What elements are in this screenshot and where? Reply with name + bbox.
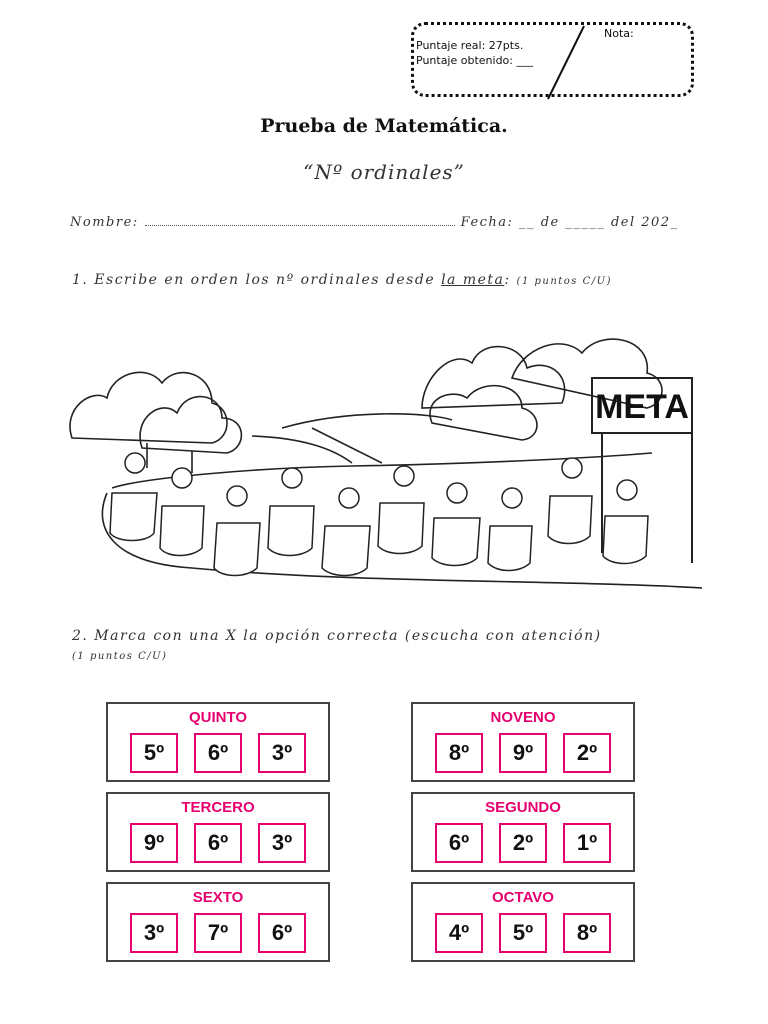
racers-group xyxy=(110,453,648,576)
racer-9 xyxy=(548,458,592,544)
option-box[interactable]: 3º xyxy=(130,913,178,953)
ordinal-card-sexto xyxy=(106,882,330,962)
score-box xyxy=(411,22,694,97)
student-info-row xyxy=(70,215,700,230)
option-box[interactable]: 6º xyxy=(194,733,242,773)
sack-race-illustration xyxy=(52,318,716,598)
option-box[interactable]: 5º xyxy=(130,733,178,773)
option-box[interactable]: 3º xyxy=(258,733,306,773)
grade-divider-line xyxy=(414,25,697,100)
option-box[interactable]: 5º xyxy=(499,913,547,953)
tree-left-1 xyxy=(70,372,227,443)
ordinal-card-noveno xyxy=(411,702,635,782)
racer-5 xyxy=(322,488,370,576)
ordinal-word: SEXTO xyxy=(192,889,244,906)
option-box[interactable]: 6º xyxy=(258,913,306,953)
meta-sign-text: META xyxy=(595,388,689,426)
option-box[interactable]: 8º xyxy=(563,913,611,953)
option-box[interactable]: 9º xyxy=(130,823,178,863)
option-box[interactable]: 3º xyxy=(258,823,306,863)
option-box[interactable]: 4º xyxy=(435,913,483,953)
name-label: Nombre: xyxy=(70,215,139,230)
name-blank[interactable] xyxy=(145,225,455,226)
option-box[interactable]: 1º xyxy=(563,823,611,863)
option-box[interactable]: 2º xyxy=(499,823,547,863)
option-box[interactable]: 7º xyxy=(194,913,242,953)
page-title: Prueba de Matemática. xyxy=(260,115,508,137)
question-2-points: (1 puntos C/U) xyxy=(72,651,168,662)
ordinal-card-quinto xyxy=(106,702,330,782)
question-1-points: (1 puntos C/U) xyxy=(516,276,612,287)
question-2-text: 2. Marca con una X la opción correcta (escucha con atención) xyxy=(72,628,602,644)
question-1-underlined: la meta xyxy=(441,272,505,288)
racer-10 xyxy=(603,480,648,564)
ordinal-word: QUINTO xyxy=(188,709,248,726)
option-box[interactable]: 2º xyxy=(563,733,611,773)
question-1 xyxy=(72,272,612,288)
racer-1 xyxy=(110,453,157,541)
grade-label: Nota: xyxy=(604,27,634,40)
racer-3 xyxy=(214,486,260,576)
total-points: Puntaje real: 27pts. xyxy=(416,39,524,52)
ordinal-card-octavo xyxy=(411,882,635,962)
option-box[interactable]: 8º xyxy=(435,733,483,773)
racer-7 xyxy=(432,483,480,566)
tree-back-1 xyxy=(422,347,565,408)
ordinal-word: TERCERO xyxy=(181,799,255,816)
option-box[interactable]: 9º xyxy=(499,733,547,773)
ordinal-card-tercero xyxy=(106,792,330,872)
racer-4 xyxy=(268,468,314,556)
option-box[interactable]: 6º xyxy=(435,823,483,863)
ordinal-word: NOVENO xyxy=(490,709,556,726)
date-label: Fecha: __ de _____ del 202_ xyxy=(460,215,679,230)
tree-middle xyxy=(430,386,537,440)
ordinal-word: OCTAVO xyxy=(492,889,554,906)
racer-6 xyxy=(378,466,424,554)
ordinal-word: SEGUNDO xyxy=(485,799,561,816)
ordinal-card-segundo xyxy=(411,792,635,872)
page-subtitle: “Nº ordinales” xyxy=(303,160,465,184)
question-1-text: 1. Escribe en orden los nº ordinales desde xyxy=(72,272,442,288)
obtained-points: Puntaje obtenido: ___ xyxy=(416,54,533,67)
racer-2 xyxy=(160,468,204,556)
racer-8 xyxy=(488,488,532,571)
question-1-colon: : xyxy=(504,272,511,288)
option-box[interactable]: 6º xyxy=(194,823,242,863)
